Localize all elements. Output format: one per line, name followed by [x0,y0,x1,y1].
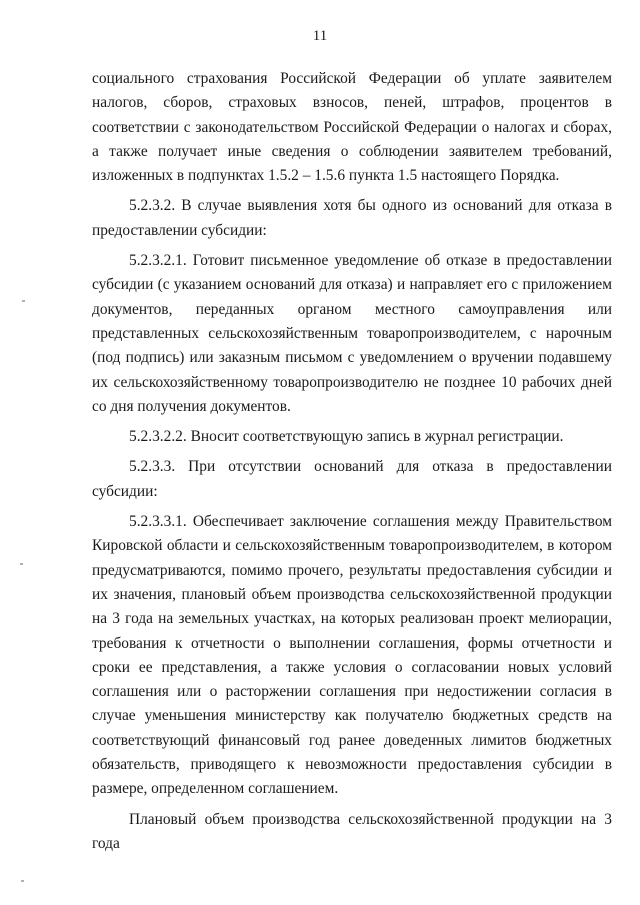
paragraph-5-2-3-3-1: 5.2.3.3.1. Обеспечивает заключение соглашения между Правительством Кировской области и сельскохозяйственным товаропроизводителем, в котором предусматриваются, помимо прочего, результаты предоставления субсидии и их значения, плановый объем производства сельскохозяйственной продукции на 3 года на земельных участках, на которых реализован проект мелиорации, требования к отчетности о выполнении соглашения, формы отчетности и сроки ее представления, а также условия о согласовании новых условий соглашения или о расторжении соглашения при недостижении согласия в случае уменьшения министерству как получателю бюджетных средств на соответствующий финансовый год ранее доведенных лимитов бюджетных обязательств, приводящего к невозможности предоставления субсидии в размере, определенном соглашением. [92,513,612,798]
paragraph-5-2-3-2: 5.2.3.2. В случае выявления хотя бы одного из оснований для отказа в предоставлении субсидии: [92,197,612,239]
scan-mark [20,563,23,565]
paragraph-continuation: социального страхования Российской Федерации об уплате заявителем налогов, сборов, страховых взносов, пеней, штрафов, процентов в соответствии с законодательством Российской Федерации о налогах и сборах, а также получает иные сведения о соблюдении заявителем требований, изложенных в подпунктах 1.5.2 – 1.5.6 пункта 1.5 настоящего Порядка. [92,70,612,185]
paragraph-5-2-3-3: 5.2.3.3. При отсутствии оснований для отказа в предоставлении субсидии: [92,458,612,500]
document-body [92,67,612,862]
paragraph-5-2-3-2-2: 5.2.3.2.2. Вносит соответствующую запись в журнал регистрации. [129,428,564,446]
paragraph-5-2-3-2-1: 5.2.3.2.1. Готовит письменное уведомление об отказе в предоставлении субсидии (с указанием оснований для отказа) и направляет его с приложением документов, переданных органом местного самоуправления или представленных сельскохозяйственным товаропроизводителем, с нарочным (под подпись) или заказным письмом с уведомлением о вручении подавшему их сельскохозяйственному товаропроизводителю не позднее 10 рабочих дней со дня получения документов. [92,252,612,415]
scan-mark [21,880,24,882]
scan-mark [22,300,25,302]
page-number: 11 [312,28,328,44]
paragraph-planned-volume: Плановый объем производства сельскохозяйственной продукции на 3 года [92,810,612,852]
